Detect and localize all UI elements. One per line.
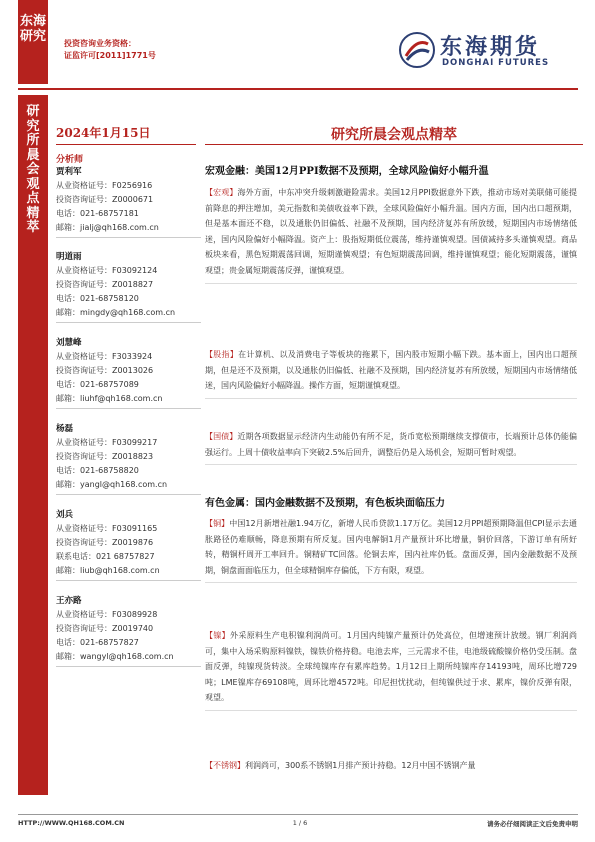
analyst-line: 投资咨询证号：Z0019740 [56,624,154,633]
analyst-card [56,422,201,498]
analyst-card [56,508,201,584]
analyst-name: 贾利军 [56,167,82,177]
sidebar-char: 所 [26,133,40,148]
analyst-line: 电话：021-68757827 [56,638,139,647]
analyst-line: 联系电话：021 68757827 [56,552,155,561]
analyst-email: 邮箱：jialj@qh168.com.cn [56,223,159,232]
analyst-email: 邮箱：liuhf@qh168.com.cn [56,394,163,403]
analyst-name: 刘慧峰 [56,338,82,348]
page-number: 1 / 6 [292,819,308,827]
logo-english-name: DONGHAI FUTURES [442,58,550,68]
sidebar-char: 会 [26,162,40,177]
report-title: 研究所晨会观点精萃 [331,127,457,143]
footer-disclaimer: 请务必仔细阅读正文后免责申明 [487,820,578,828]
analyst-divider [56,322,201,323]
analyst-email: 邮箱：mingdy@qh168.com.cn [56,308,176,317]
analyst-heading: 分析师 [56,155,84,165]
analyst-line: 电话：021-68758820 [56,466,139,475]
paragraph-stainless [205,758,577,774]
title-underline [205,144,583,145]
analyst-email: 邮箱：liub@qh168.com.cn [56,566,160,575]
section-heading-metals: 有色金属：国内金融数据不及预期，有色板块面临压力 [205,498,445,509]
analyst-line: 投资咨询证号：Z0018827 [56,280,154,289]
sidebar-char: 晨 [26,147,40,163]
sidebar-char: 萃 [26,220,40,235]
sidebar-char: 研 [26,104,40,119]
qualification-line-1: 投资咨询业务资格： [64,39,136,48]
footer-url[interactable]: HTTP://WWW.QH168.COM.CN [18,819,125,827]
paragraph-text: 外采原料生产电积镍利润尚可。1月国内纯镍产量预计仍处高位，但增速预计放缓。钢厂利润尚可，集中入场采购原料镍铁，镍铁价格持稳。电池去库，三元需求不佳，电池级硫酸镍价格仍受压制。盘面反弹，纯镍现货转淡。全球纯镍库存有累库趋势。1月12日上期所纯镍库存14193吨，周环比增729吨；LME镍库存69108吨，周环比增4572吨。印尼担忧扰动，但纯镍供过于求、累库，镍价反弹有限，观望。 [205,631,578,703]
paragraph-treasury [205,429,577,465]
qualification-block [64,38,156,62]
corner-research-tab [18,0,48,84]
paragraph-tag: 【宏观】 [205,188,238,197]
paragraph-macro [205,185,577,284]
analyst-name: 杨磊 [56,424,74,434]
paragraph-text: 在计算机、以及消费电子等板块的拖累下，国内股市短期小幅下跌。基本面上，国内出口超预期，但是还不及预期，以及通胀仍旧偏低、社融不及预期，国内经济复苏有所放缓，短期国内市场情绪低迷，国内风险偏好小幅降温。操作方面，短期谨慎观望。 [205,350,577,391]
paragraph-text: 海外方面，中东冲突升级刺激避险需求。美国12月PPI数据意外下跌，推动市场对美联储可能提前降息的押注增加，美元指数和美债收益率下跌，全球风险偏好小幅升温。国内方面，国内出口超预期，但是基本面还不稳，以及通胀仍旧偏低、社融不及预期，国内经济复苏有所放缓，短期国内市场情绪低迷，国内风险偏好小幅降温。资产上：股指短期低位震荡，维持谨慎观望。国债减持多头谨慎观望。商品板块来看，黑色短期震荡回调，短期谨慎观望；有色短期震荡回调，维持谨慎观望；能化短期震荡，谨慎观望；贵金属短期震荡反弹，谨慎观望。 [205,188,577,275]
sidebar-char: 究 [26,118,40,134]
analyst-line: 电话：021-68757181 [56,209,139,218]
qualification-line-2: 证监许可[2011]1771号 [64,51,156,60]
analyst-line: 电话：021-68758120 [56,294,139,303]
analyst-line: 电话：021-68757089 [56,380,139,389]
analyst-line: 投资咨询证号：Z0018823 [56,452,154,461]
analyst-card [56,165,201,241]
sidebar-char: 点 [26,191,40,206]
report-date: 2024年1月15日 [56,126,151,140]
footer-divider [18,814,578,815]
sidebar-char: 精 [26,205,40,221]
paragraph-tag: 【镍】 [205,631,231,640]
analyst-divider [56,666,201,667]
header-divider [18,88,578,90]
paragraph-text: 近期各项数据显示经济内生动能仍有所不足，货币宽松预期继续支撑债市，长端预计总体仍能偏强运行。上周十债收益率向下突破2.5%后回升，调整后仍是入场机会，短期可暂时观望。 [205,432,577,457]
analyst-line: 从业资格证号：F3033924 [56,352,153,361]
analyst-divider [56,580,201,581]
analyst-email: 邮箱：yangl@qh168.com.cn [56,480,168,489]
paragraph-tag: 【不锈钢】 [205,761,245,770]
paragraph-text: 利润尚可，300系不锈钢1月排产预计持稳。12月中国不锈钢产量 [245,761,476,770]
analyst-line: 投资咨询证号：Z0013026 [56,366,154,375]
analyst-name: 明道雨 [56,252,82,262]
analyst-line: 从业资格证号：F03099217 [56,438,158,447]
analyst-line: 投资咨询证号：Z0000671 [56,195,154,204]
paragraph-tag: 【国债】 [205,432,238,441]
paragraph-text: 中国12月新增社融1.94万亿，新增人民币贷款1.17万亿。美国12月PPI超预期降温但CPI显示去通胀路径仍难顺畅，降息预期有所反复。国内电解铜1月产量预计环比增量，铜价回落，下游订单有所好转，精铜杆周开工率回升。铜精矿TC回落。伦铜去库，国内社库仍低。盘面反弹，国内金融数据不及预期，铜盘面面临压力，但全球精铜库存偏低，下方有限，观望。 [205,519,578,575]
analyst-line: 从业资格证号：F03092124 [56,266,158,275]
sidebar-char: 观 [26,176,40,192]
analyst-card [56,250,201,326]
analyst-divider [56,494,201,495]
analyst-line: 从业资格证号：F03091165 [56,524,158,533]
analyst-line: 从业资格证号：F03089928 [56,610,158,619]
analyst-divider [56,408,201,409]
section-heading-macro: 宏观金融：美国12月PPI数据不及预期，全球风险偏好小幅升温 [205,166,489,177]
paragraph-copper [205,516,577,583]
paragraph-tag: 【铜】 [205,519,230,528]
logo-chinese-name: 东海期货 [440,34,541,60]
analyst-divider [56,237,201,238]
corner-tab-line-2: 研究 [19,29,46,44]
analyst-line: 从业资格证号：F0256916 [56,181,153,190]
date-underline [56,144,196,145]
vertical-title-sidebar [18,95,48,795]
paragraph-stock-index [205,347,577,399]
corner-tab-line-1: 东海 [19,14,46,29]
logo-mark-icon [398,30,436,70]
analyst-line: 投资咨询证号：Z0019876 [56,538,154,547]
analyst-name: 刘兵 [56,510,74,520]
analyst-name: 王亦路 [56,596,82,606]
paragraph-nickel [205,628,577,711]
paragraph-tag: 【股指】 [205,350,239,359]
analyst-card [56,594,201,670]
company-logo [398,30,578,74]
analyst-email: 邮箱：wangyl@qh168.com.cn [56,652,174,661]
analyst-card [56,336,201,412]
